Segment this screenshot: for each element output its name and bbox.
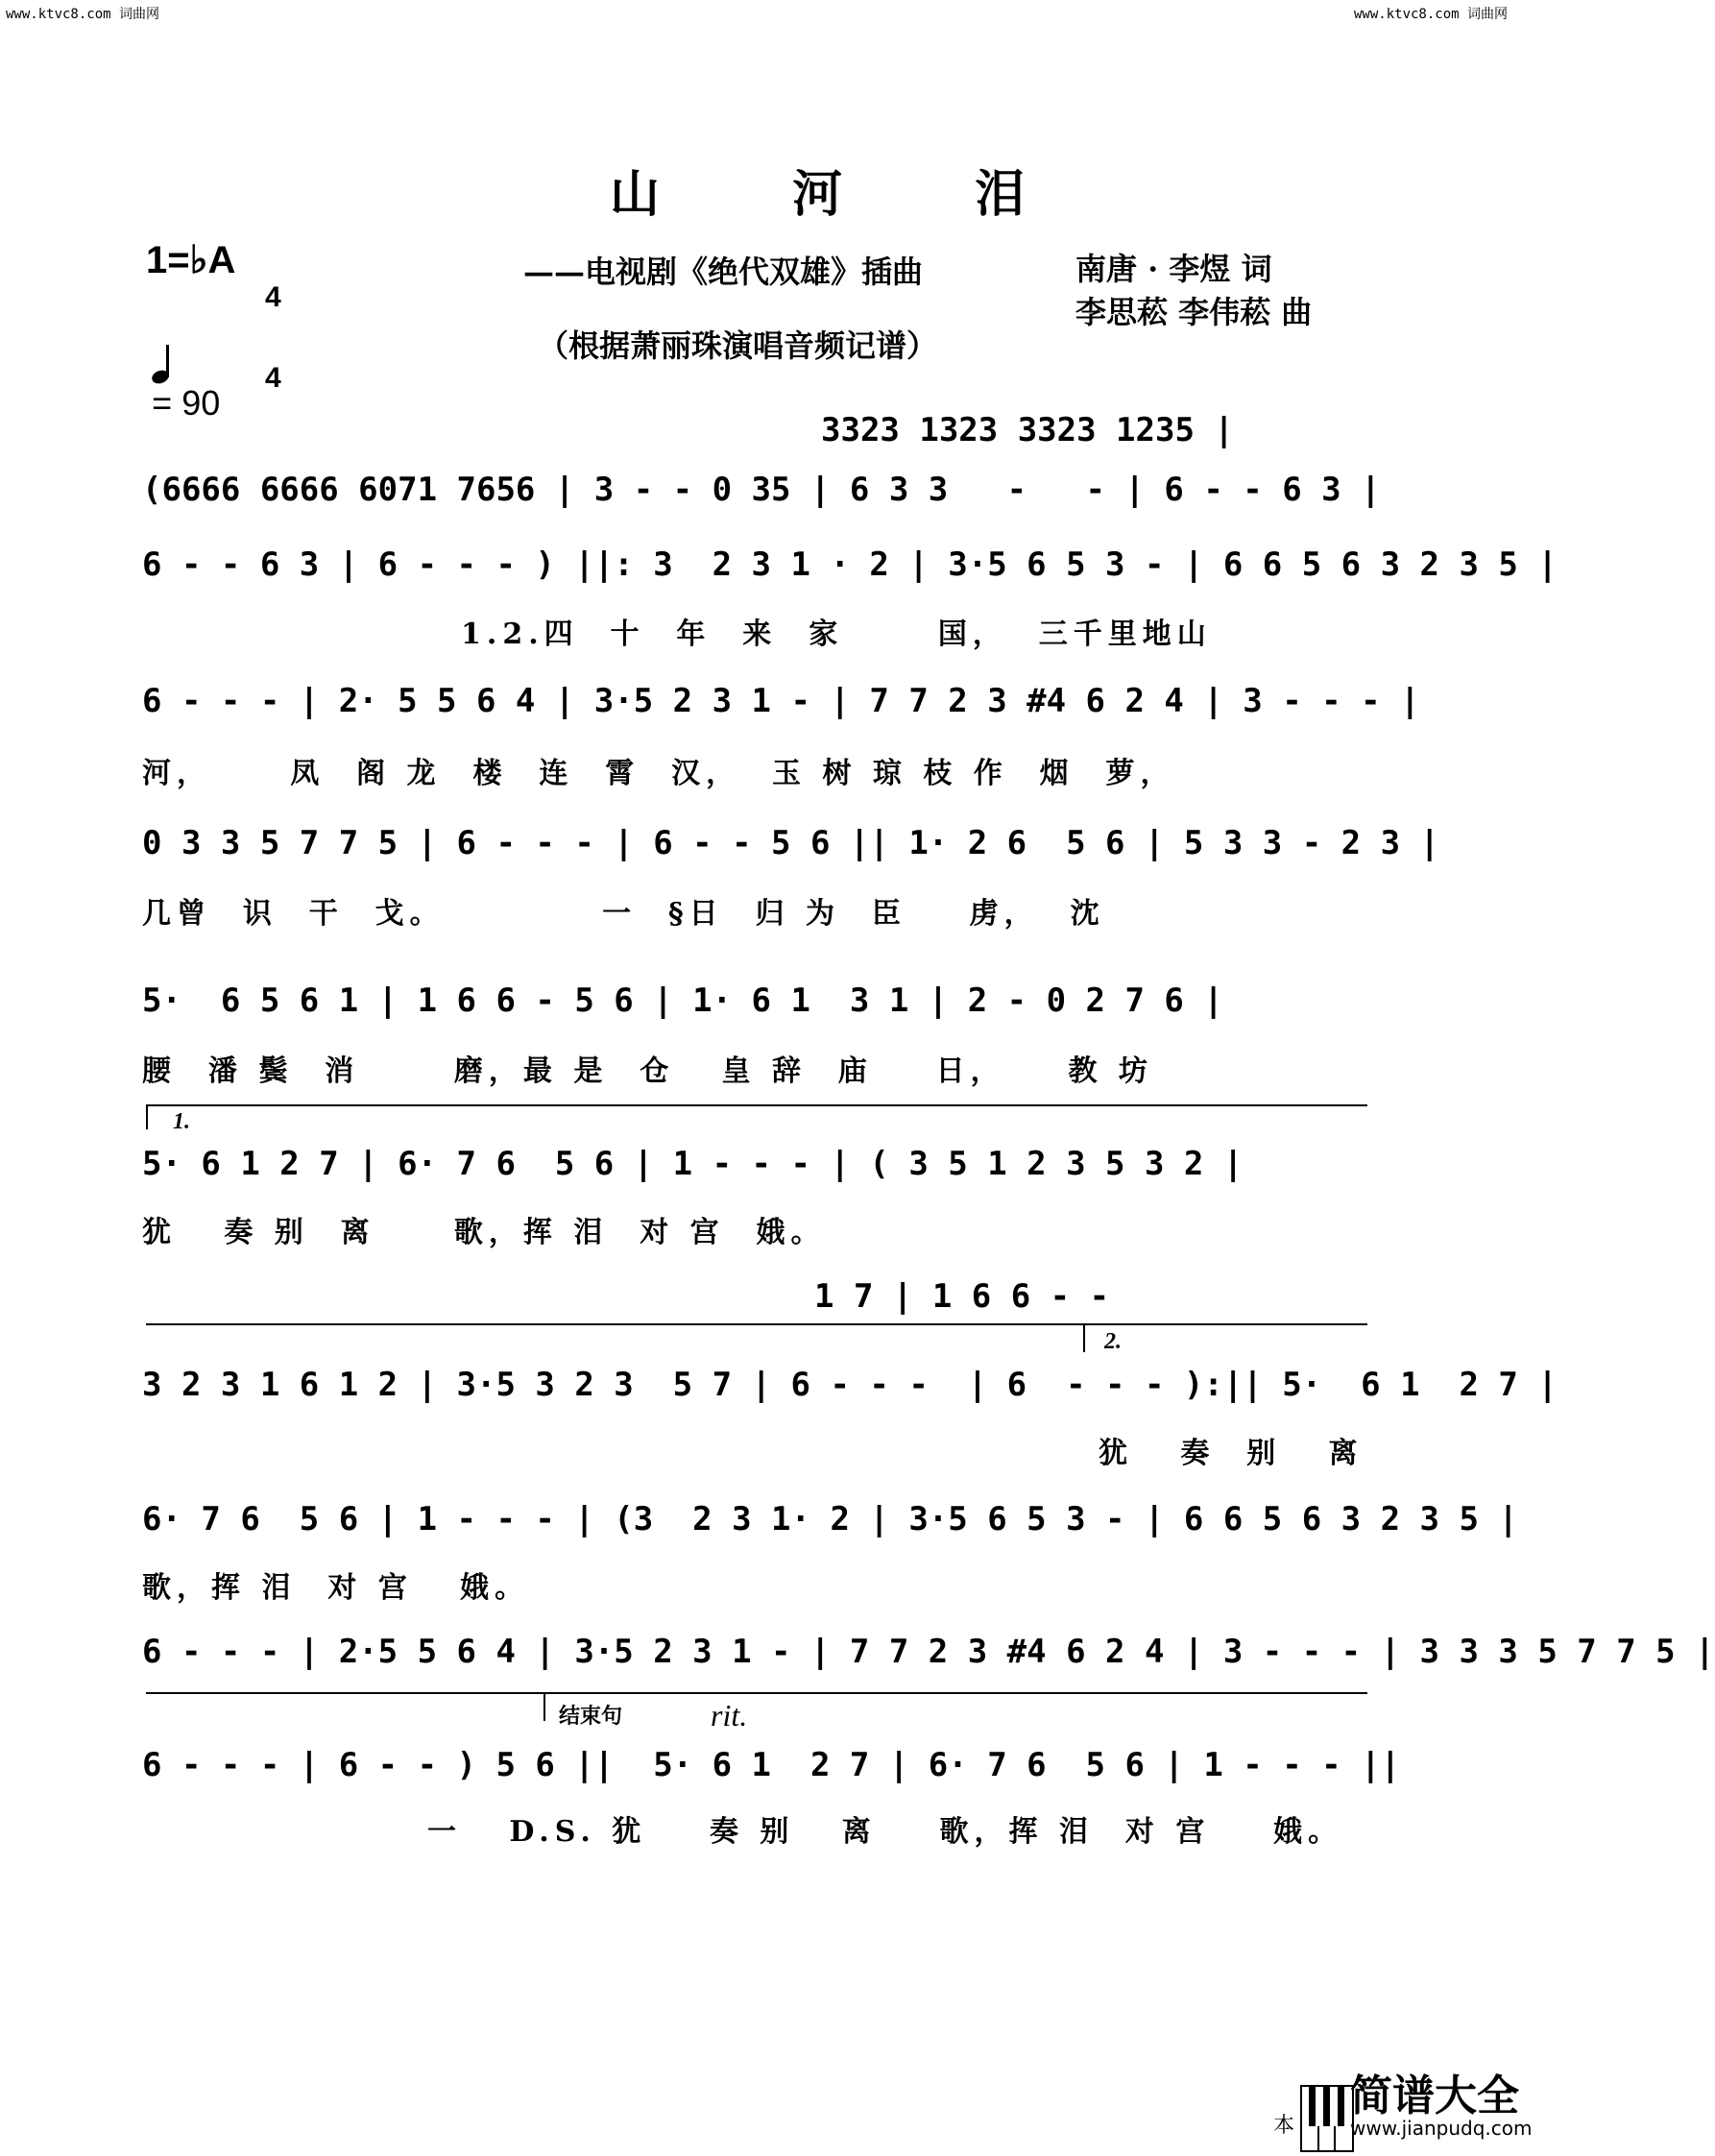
score-line-2: 6 - - 6 3 | 6 - - - ) ||: 3 2 3 1 · 2 | 3·5 6 5 3 - | 6 6 5 6 3 2 3 5 | [142,545,1558,584]
lyric-line-5: 腰 潘 鬓 消 磨，最 是 仓 皇 辞 庙 日， 教 坊 [142,1054,1153,1088]
piano-keys-icon [1291,2067,1344,2134]
ritardando-mark: rit. [711,1698,748,1732]
ending-divider [146,1692,1367,1694]
brand-url: www.jianpudq.com [1350,2117,1533,2140]
lyric-line-7: 犹 奏 别 离 [1099,1437,1364,1470]
score-line-6: 5· 6 1 2 7 | 6· 7 6 5 6 | 1 - - - | ( 3 5 1 2 3 5 3 2 | [142,1145,1244,1183]
volta-2-bracket-left [1083,1323,1085,1352]
score-line-3: 6 - - - | 2· 5 5 6 4 | 3·5 2 3 1 - | 7 7 2 3 #4 6 2 4 | 3 - - - | [142,682,1420,720]
quarter-note-icon [152,347,173,383]
score-line-4: 0 3 3 5 7 7 5 | 6 - - - | 6 - - 5 6 || 1· 2 6 5 6 | 5 3 3 - 2 3 | [142,824,1440,862]
score-line-7-upper: 1 7 | 1 6 6 - - [814,1277,1110,1316]
ending-bracket-left [543,1692,545,1721]
lyric-line-10: 一 D.S. 犹 奏 别 离 歌，挥 泪 对 宫 娥。 [427,1815,1343,1849]
volta-2-bracket [1083,1323,1367,1325]
tempo-value: = 90 [152,383,221,423]
system-divider [146,1323,1083,1325]
score-line-7: 3 2 3 1 6 1 2 | 3·5 3 2 3 5 7 | 6 - - - | 6 - - - ):|| 5· 6 1 2 7 | [142,1366,1558,1404]
time-signature [265,230,281,419]
composer: 李思菘 李伟菘 曲 [1075,294,1313,330]
watermark-left: www.ktvc8.com 词曲网 [6,7,160,22]
score-line-8: 6· 7 6 5 6 | 1 - - - | (3 2 3 1· 2 | 3·5 6 5 3 - | 6 6 5 6 3 2 3 5 | [142,1500,1518,1538]
volta-1-bracket-left [146,1104,148,1129]
lyric-line-8: 歌，挥 泪 对 宫 娥。 [142,1571,530,1605]
volta-1-label: 1. [173,1109,190,1134]
lyric-line-3: 河， 凤 阁 龙 楼 连 霄 汉， 玉 树 琼 枝 作 烟 萝， [142,757,1175,790]
time-top: 4 [265,281,281,313]
key-signature: 1=♭A [146,239,236,281]
score-line-1-upper: 3323 1323 3323 1235 | [821,411,1234,449]
brand-name: 简谱大全 [1350,2071,1519,2120]
lyric-line-6: 犹 奏 别 离 歌，挥 泪 对 宫 娥。 [142,1216,826,1249]
score-line-5: 5· 6 5 6 1 | 1 6 6 - 5 6 | 1· 6 1 3 1 | 2 - 0 2 7 6 | [142,981,1223,1020]
lyric-line-4: 几曾 识 干 戈。 一 §日 归 为 臣 虏， 沈 [142,897,1105,931]
lyricist: 南唐 · 李煜 词 [1075,251,1272,287]
volta-1-bracket [146,1104,1367,1106]
ending-label: 结束句 [559,1705,623,1729]
watermark-right: www.ktvc8.com 词曲网 [1354,7,1509,22]
volta-2-label: 2. [1104,1329,1122,1354]
score-line-1: (6666 6666 6071 7656 | 3 - - 0 35 | 6 3 3 - - | 6 - - 6 3 | [142,471,1381,509]
page-mark: 本 [1273,2114,1295,2138]
subtitle: ——电视剧《绝代双雄》插曲 [523,254,924,290]
score-line-10: 6 - - - | 6 - - ) 5 6 || 5· 6 1 2 7 | 6· 7 6 5 6 | 1 - - - || [142,1746,1401,1784]
song-title: 山 河 泪 [610,165,1083,224]
score-line-9: 6 - - - | 2·5 5 6 4 | 3·5 2 3 1 - | 7 7 2 3 #4 6 2 4 | 3 - - - | 3 3 3 5 7 7 5 | [142,1633,1715,1671]
tempo-mark [142,328,220,424]
transcription-note: （根据萧丽珠演唱音频记谱） [538,327,938,364]
time-bottom: 4 [265,362,281,394]
lyric-line-2: 1.2.四 十 年 来 家 国， 三千里地山 [461,618,1212,651]
